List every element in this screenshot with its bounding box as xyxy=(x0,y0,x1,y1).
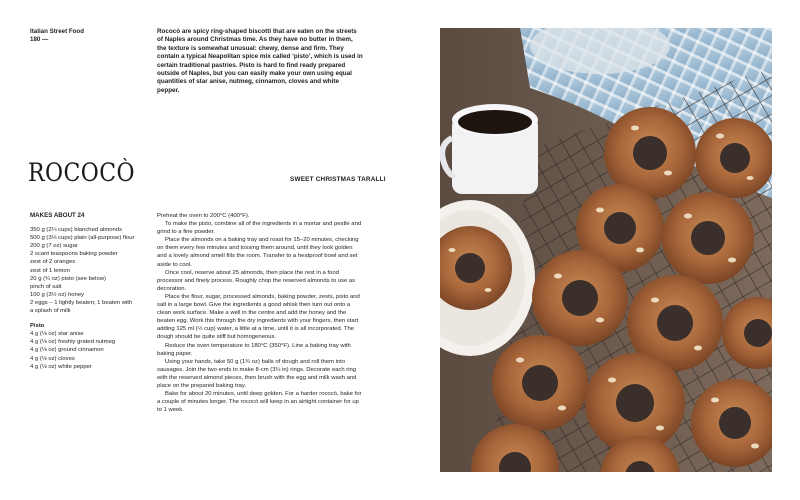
yield: MAKES ABOUT 24 xyxy=(30,212,85,219)
rococo-ring xyxy=(662,192,754,284)
ingredient-item: zest of 1 lemon xyxy=(30,267,70,274)
ingredient-item: 200 g (7 oz) sugar xyxy=(30,243,78,250)
pisto-item: 4 g (⅛ oz) star anise xyxy=(30,331,84,338)
ingredient-item: 350 g (2¼ cups) blanched almonds xyxy=(30,227,123,234)
method-step: Place the almonds on a baking tray and roast for 15–20 minutes, checking on them every few minutes and tossing them around, until they look golden and a lovely almond smell fills the room. Transfer to a heatproof bowl and set aside to cool. xyxy=(157,237,359,268)
method-step: To make the pisto, combine all of the ingredients in a mortar and pestle and grind to a fine powder. xyxy=(157,221,362,236)
pisto-item: 4 g (⅛ oz) ground cinnamon xyxy=(30,347,104,354)
rococo-ring xyxy=(695,118,772,198)
pisto-heading: Pisto xyxy=(30,323,45,330)
method-text xyxy=(157,212,363,414)
pisto-item: 4 g (⅛ oz) white pepper xyxy=(30,363,92,370)
recipe-photo xyxy=(440,28,772,472)
rococo-photo-illustration xyxy=(440,28,772,472)
ingredient-item: 2 scant teaspoons baking powder xyxy=(30,251,118,258)
coffee-cup xyxy=(442,104,538,194)
method-step: Using your hands, take 50 g (1¾ oz) balls of dough and roll them into sausages. Join the two ends to make 8-cm (3¼ in) rings. Decorate each ring with the reserved almond pieces, then brush with the egg and milk wash and place on the prepared baking tray. xyxy=(157,358,357,389)
method-step: Place the flour, sugar, processed almonds, baking powder, zests, pisto and salt in a large bowl. Give the ingredients a good whisk then turn out onto a clean work surface. Make a well in the centre and add the honey and the beaten egg. Work this through the dry ingredients with your fingers, then start adding 125 ml (½ cup) water, a little at a time, until it is all incorporated. The dough should be quite stiff but homogeneous. xyxy=(157,293,360,341)
ingredient-item: pinch of salt xyxy=(30,283,62,290)
ingredient-item: 100 g (3½ oz) honey xyxy=(30,291,85,298)
ingredient-item: 2 eggs – 1 lightly beaten; 1 beaten with a splash of milk xyxy=(30,299,133,315)
page-number: 180 — xyxy=(30,36,49,43)
method-step: Once cool, reserve about 25 almonds, then place the rest in a food processor and finely process. Roughly chop the reserved almonds to use as decoration. xyxy=(157,269,356,292)
rococo-ring xyxy=(532,250,628,346)
pisto-item: 4 g (⅛ oz) freshly grated nutmeg xyxy=(30,339,116,346)
method-step: Bake for about 20 minutes, until deep golden. For a harder rococò, bake for a couple of minutes longer. The rococò will keep in an airtight container for up to 1 week. xyxy=(157,391,362,414)
running-head xyxy=(30,28,84,44)
ingredient-item: 500 g (3⅓ cups) plain (all-purpose) flour xyxy=(30,235,135,242)
method-step: Preheat the oven to 200°C (400°F). xyxy=(157,213,250,219)
method-step: Reduce the oven temperature to 180°C (350°F). Line a baking tray with baking paper. xyxy=(157,342,351,357)
ingredient-item: 20 g (¾ oz) pisto (see below) xyxy=(30,275,106,282)
pisto-item: 4 g (⅛ oz) cloves xyxy=(30,355,75,362)
intro-paragraph: Rococò are spicy ring-shaped biscotti that are eaten on the streets of Naples around Christmas time. As they have no butter in them, the texture is somewhat unusual: chewy, dense and firm. They contain a typical Neapolitan spice mix called ‘pisto’, which is used in certain traditional pastries. Pisto is hard to find ready prepared outside of Naples, but you can easily make your own using equal quantities of star anise, nutmeg, cinnamon, cloves and white pepper. xyxy=(157,28,363,94)
ingredients-list xyxy=(30,212,155,371)
recipe-title: ROCOCÒ xyxy=(28,158,135,187)
recipe-subtitle: SWEET CHRISTMAS TARALLI xyxy=(290,176,386,183)
book-title: Italian Street Food xyxy=(30,28,84,35)
ingredient-item: zest of 2 oranges xyxy=(30,259,76,266)
rococo-ring xyxy=(492,335,588,431)
